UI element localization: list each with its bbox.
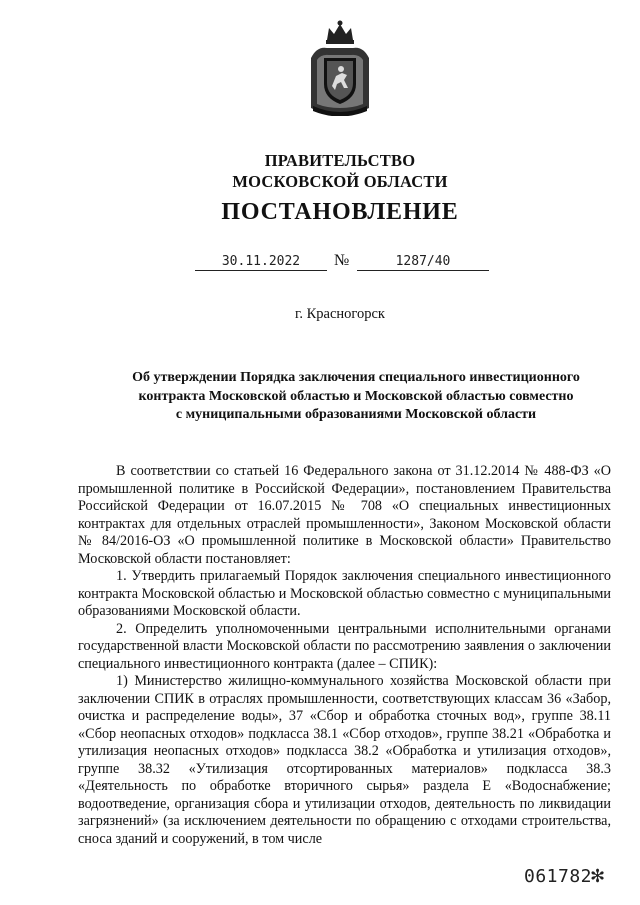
government-name-line2: МОСКОВСКОЙ ОБЛАСТИ	[232, 172, 448, 191]
number-sign: №	[334, 252, 350, 269]
government-name-line1: ПРАВИТЕЛЬСТВО	[264, 151, 416, 170]
issue-city: г. Красногорск	[295, 306, 385, 322]
title-line: контракта Московской областью и Московской областью совместно	[138, 388, 574, 404]
body-paragraph-item-2: 2. Определить уполномоченными центральными исполнительными органами государственной власти Московской области по рассмотрению заявления о заключении специального инвестиционного контракта (далее – СПИК):	[78, 620, 611, 672]
body-paragraph-preamble: В соответствии со статьей 16 Федерального закона от 31.12.2014 № 488-ФЗ «О промышленной политике в Российской Федерации», постановлением Правительства Российской Федерации от 16.07.2015 № 708 «О специальных инвестиционных контрактах для отдельных отраслей промышленности», Законом Московской области № 84/2016-ОЗ «О промышленной политике в Московской области» Правительство Московской области постановляет:	[78, 463, 611, 567]
title-line: с муниципальными образованиями Московской области	[175, 407, 537, 422]
serial-mark-icon: ✻	[590, 866, 606, 886]
body-paragraph-subitem-1: 1) Министерство жилищно-коммунального хозяйства Московской области при заключении СПИК в отраслях промышленности, соответствующих классам 36 «Забор, очистка и распределение воды», 37 «Сбор и обработка сточных вод», группе 38.11 «Сбор неопасных отходов» подкласса 38.1 «Сбор отходов», группе 38.21 «Обработка и утилизация неопасных отходов» подкласса 38.2 «Обработка и утилизация отходов», группе 38.32 «Утилизация отсортированных материалов» подкласса 38.3 «Деятельность по обработке вторичного сырья» раздела Е «Водоснабжение; водоотведение, организация сбора и утилизации отходов, деятельность по ликвидации загрязнений» (за исключением деятельности по обращению с отходами строительства, сноса зданий и сооружений, в том числе	[78, 673, 611, 847]
document-title	[108, 369, 604, 425]
document-type-heading: ПОСТАНОВЛЕНИЕ	[221, 199, 459, 225]
document-number: 1287/40	[357, 254, 489, 271]
title-line: Об утверждении Порядка заключения специального инвестиционного	[132, 370, 580, 385]
form-serial-number: 061782	[524, 866, 593, 887]
document-date: 30.11.2022	[195, 254, 327, 271]
body-paragraph-item-1: 1. Утвердить прилагаемый Порядок заключения специального инвестиционного контракта Московской областью и Московской областью совместно с муниципальными образованиями Московской области.	[78, 568, 611, 619]
document-body	[78, 463, 611, 848]
coat-of-arms-icon	[307, 18, 373, 116]
